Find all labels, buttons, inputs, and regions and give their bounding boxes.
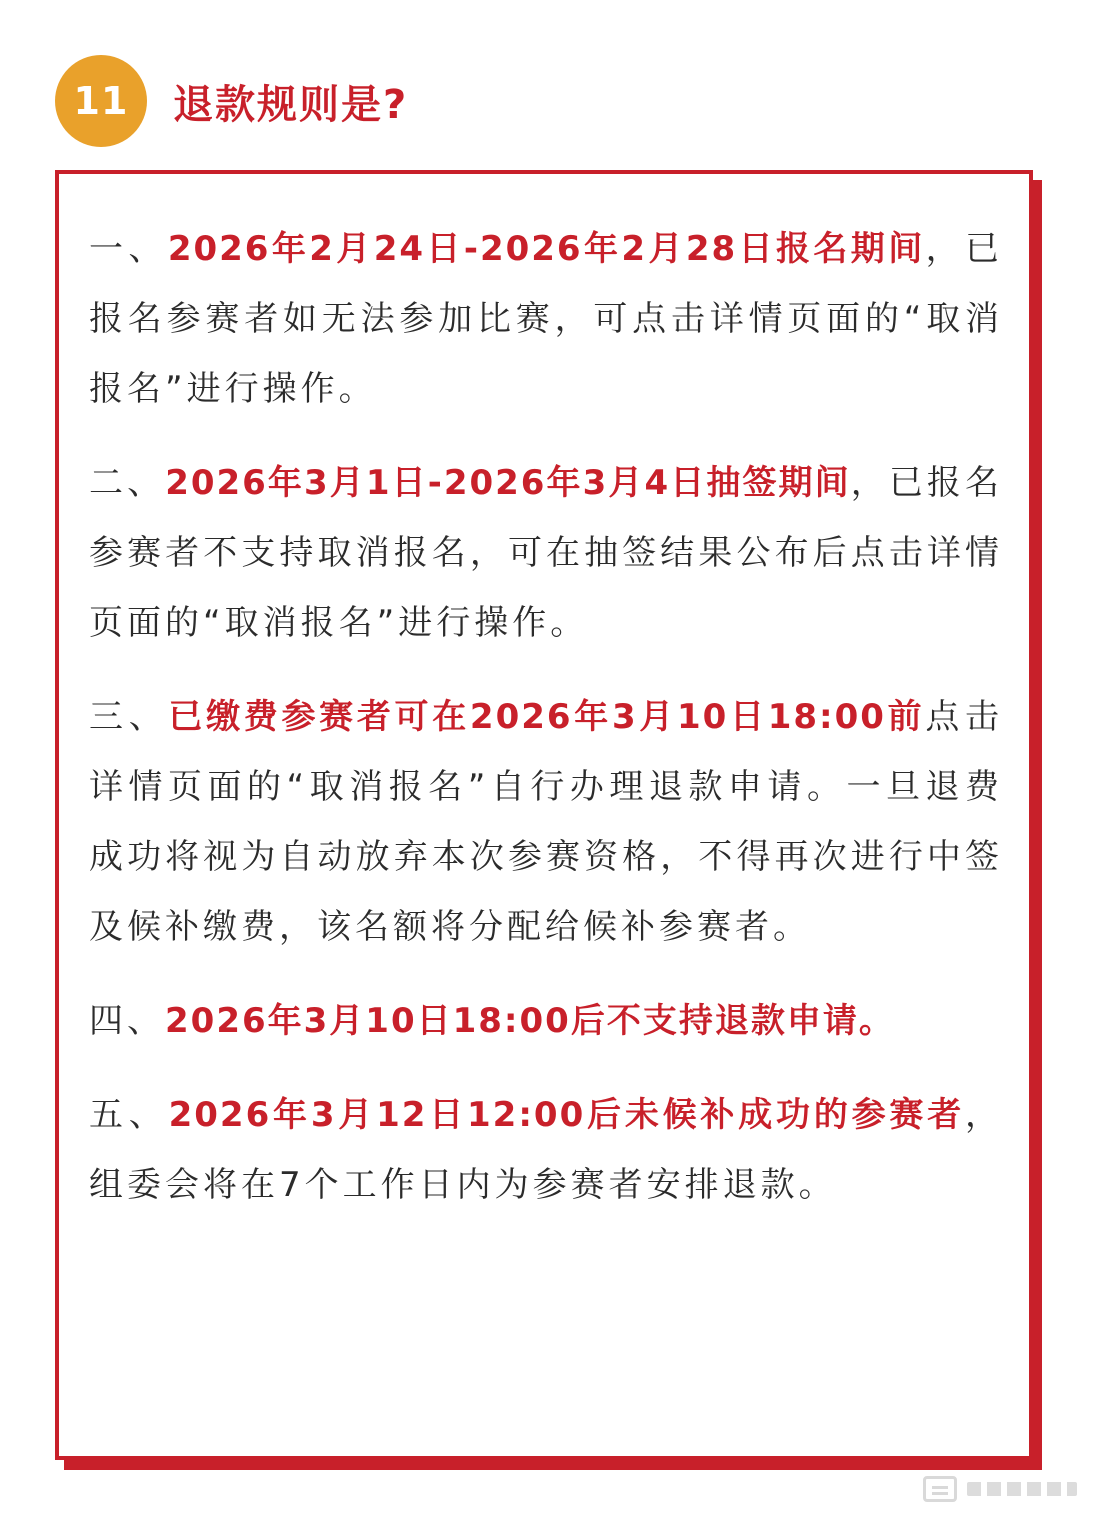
rule-item-4 [89, 986, 1003, 1056]
rule-prefix: 一、 [89, 229, 168, 269]
rule-prefix: 二、 [89, 463, 166, 503]
watermark-logo-icon [923, 1476, 957, 1502]
rule-prefix: 五、 [89, 1095, 169, 1135]
rule-text: ，已报名参赛者不支持取消报名，可在抽签结果公布后点击详情页面的“取消报名”进行操作。 [89, 463, 1004, 643]
rule-prefix: 三、 [89, 697, 169, 737]
watermark [923, 1476, 1077, 1502]
rule-highlight: 2026年3月12日12:00后未候补成功的参赛者 [168, 1095, 966, 1135]
rule-text: ，组委会将在7个工作日内为参赛者安排退款。 [89, 1095, 1004, 1205]
section-number-badge: 11 [55, 55, 147, 147]
section-title: 退款规则是? [173, 81, 409, 128]
rule-item-5 [89, 1080, 1003, 1220]
watermark-text-mark [967, 1482, 1077, 1496]
rule-item-3 [89, 682, 1003, 962]
rule-highlight: 2026年2月24日-2026年2月28日报名期间 [167, 229, 926, 269]
rule-item-1 [89, 214, 1003, 424]
rule-highlight: 已缴费参赛者可在2026年3月10日18:00前 [168, 697, 926, 737]
rule-highlight: 2026年3月1日-2026年3月4日抽签期间 [165, 463, 851, 503]
rule-text: ，已报名参赛者如无法参加比赛，可点击详情页面的“取消报名”进行操作。 [89, 229, 1004, 409]
refund-rules-card [55, 170, 1033, 1460]
rule-highlight: 2026年3月10日18:00后不支持退款申请。 [165, 1001, 895, 1041]
section-header [55, 55, 408, 147]
rule-item-2 [89, 448, 1003, 658]
rule-prefix: 四、 [89, 1001, 165, 1041]
rule-text: 点击详情页面的“取消报名”自行办理退款申请。一旦退费成功将视为自动放弃本次参赛资格，不得再次进行中签及候补缴费，该名额将分配给候补参赛者。 [89, 697, 1004, 947]
